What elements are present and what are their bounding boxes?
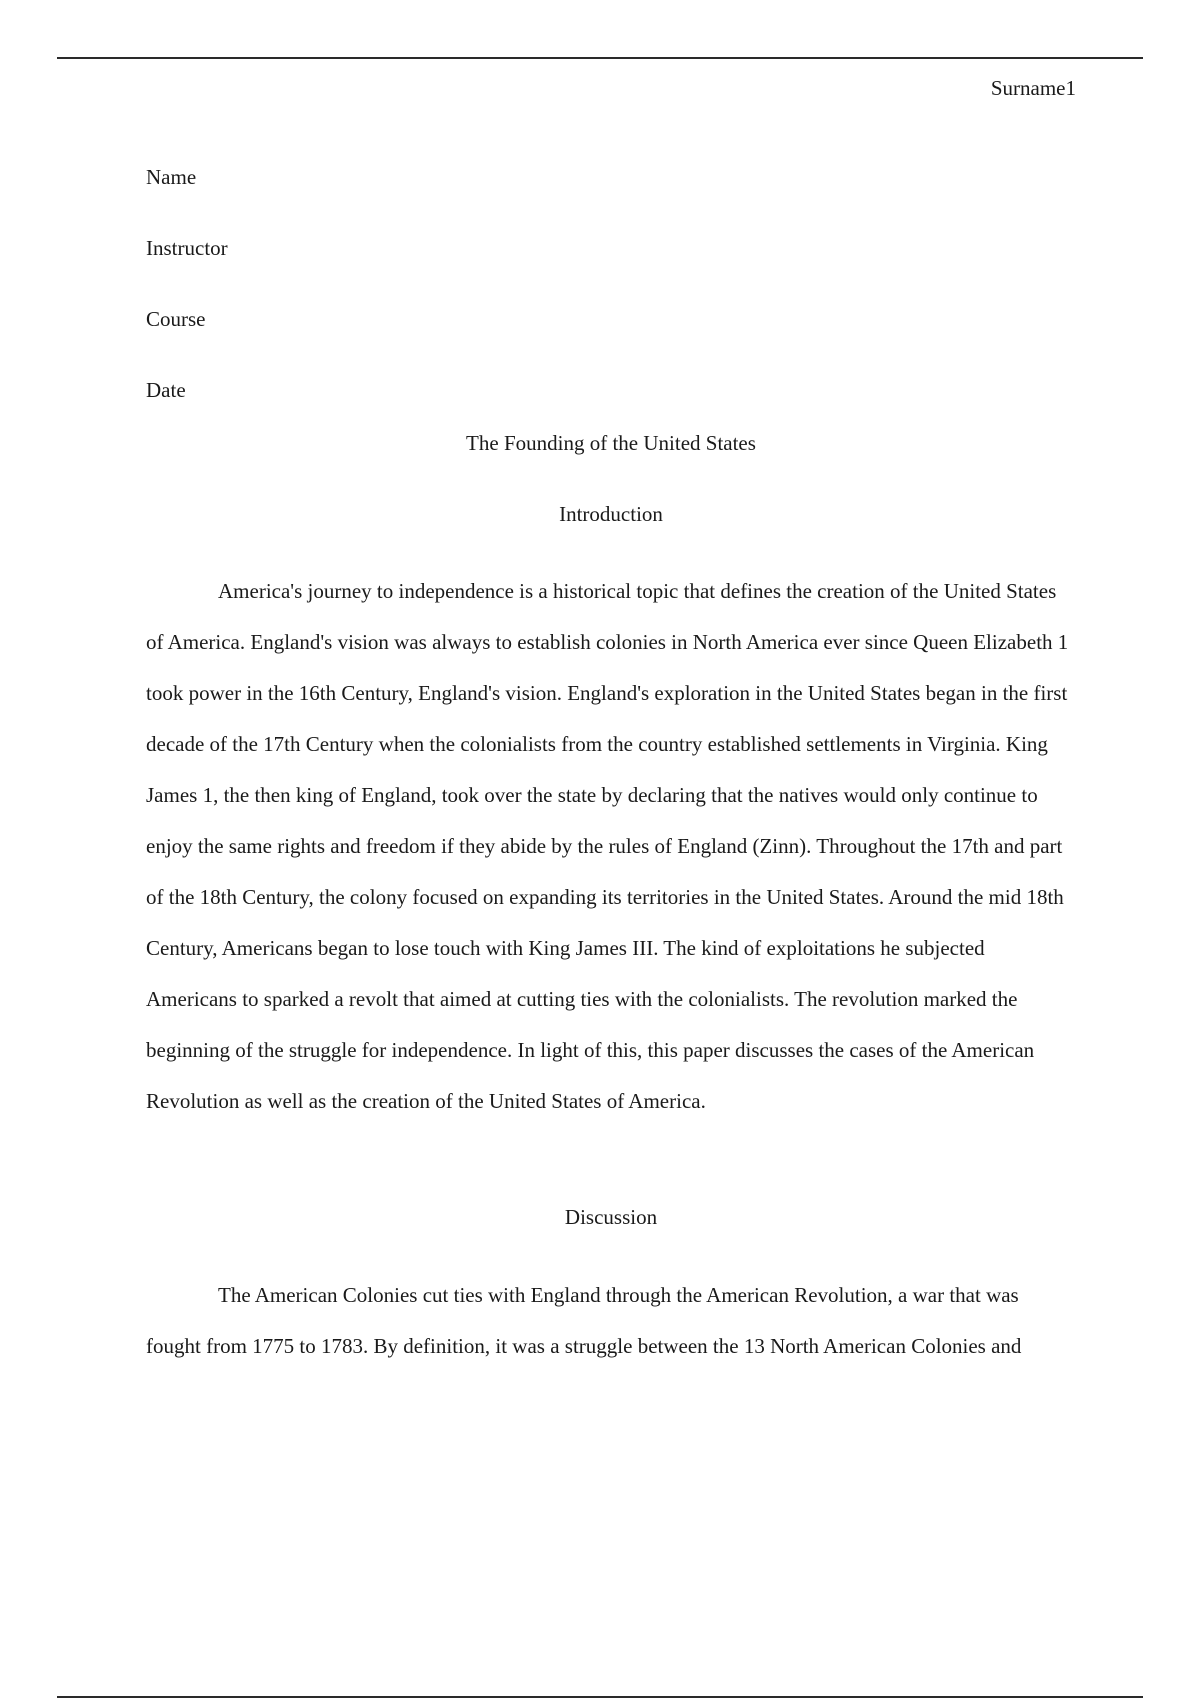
discussion-paragraph: The American Colonies cut ties with England through the American Revolution, a war that was fought from 1775 to 1783. By definition, it was a struggle between the 13 North American Colonies and — [146, 1283, 1022, 1358]
instructor-line: Instructor — [146, 236, 228, 260]
discussion-heading-block — [146, 1182, 1076, 1253]
date-line: Date — [146, 378, 186, 402]
name-line: Name — [146, 165, 197, 189]
running-head: Surname1 — [990, 76, 1076, 100]
paper-title: The Founding of the United States — [466, 431, 756, 455]
section-heading-introduction: Introduction — [559, 502, 663, 526]
student-heading-block — [146, 142, 1076, 426]
bottom-rule — [57, 1696, 1143, 1698]
title-block — [146, 408, 1076, 550]
document-page — [146, 0, 1076, 1700]
introduction-paragraph: America's journey to independence is a historical topic that defines the creation of the United States of America. England's vision was always to establish colonies in North America ever since Queen Elizabeth 1 took power in the 16th Century, England's vision. England's exploration in the United States began in the first decade of the 17th Century when the colonialists from the country established settlements in Virginia. King James 1, the then king of England, took over the state by declaring that the natives would only continue to enjoy the same rights and freedom if they abide by the rules of England (Zinn). Throughout the 17th and part of the 18th Century, the colony focused on expanding its territories in the United States. Around the mid 18th Century, Americans began to lose touch with King James III. The kind of exploitations he subjected Americans to sparked a revolt that aimed at cutting ties with the colonialists. The revolution marked the beginning of the struggle for independence. In light of this, this paper discusses the cases of the American Revolution as well as the creation of the United States of America. — [146, 579, 1069, 1113]
section-heading-discussion: Discussion — [564, 1205, 658, 1229]
course-line: Course — [146, 307, 206, 331]
